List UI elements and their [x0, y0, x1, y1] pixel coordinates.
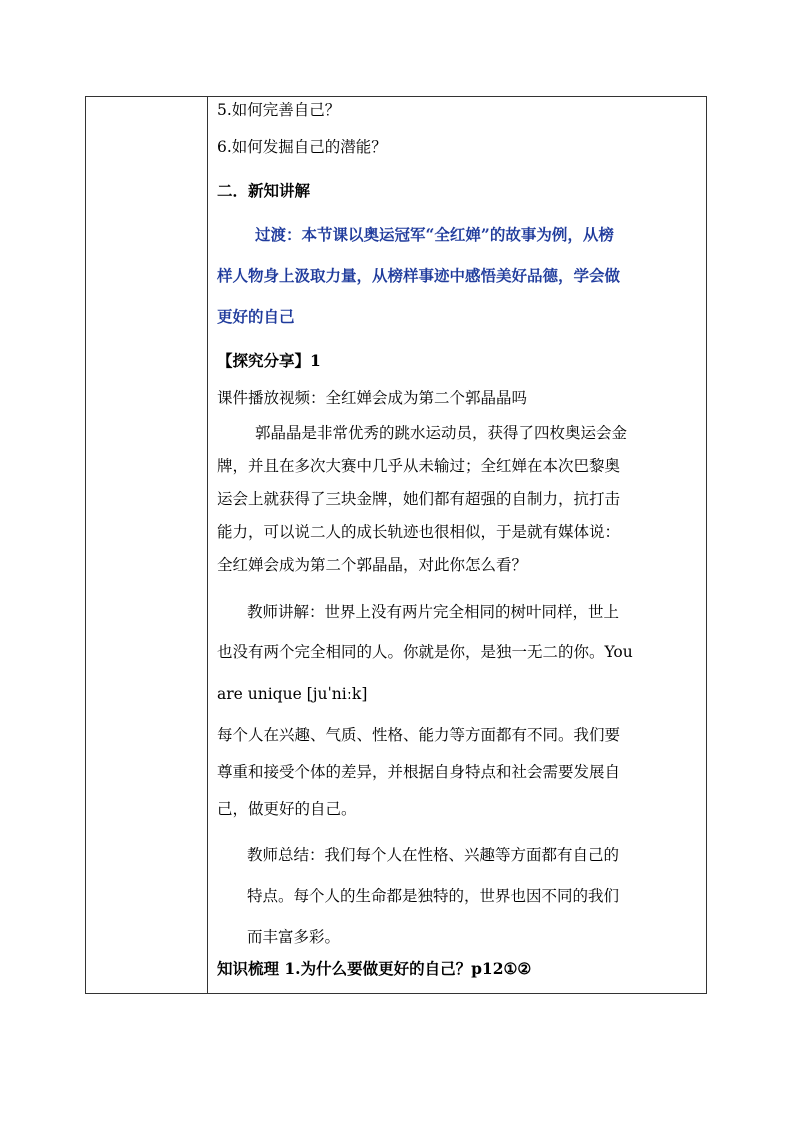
- question-6: 6.如何发掘自己的潜能？: [217, 138, 387, 156]
- story-line: 牌，并且在多次大赛中几乎从未输过；全红婵在本次巴黎奥: [217, 457, 621, 475]
- difference-line: 己，做更好的自己。: [217, 800, 357, 818]
- section-heading: 二．新知讲解: [217, 181, 311, 200]
- story-line: 运会上就获得了三块金牌，她们都有超强的自制力，抗打击: [217, 490, 621, 508]
- story-line: 全红婵会成为第二个郭晶晶，对此你怎么看？: [217, 556, 528, 574]
- transition-line: 样人物身上汲取力量，从榜样事迹中感悟美好品德，学会做: [217, 266, 621, 285]
- story-line: 郭晶晶是非常优秀的跳水运动员，获得了四枚奥运会金: [255, 424, 628, 442]
- transition-line: 更好的自己: [217, 307, 295, 326]
- difference-line: 每个人在兴趣、气质、性格、能力等方面都有不同。我们要: [217, 726, 621, 744]
- teacher-line: 教师讲解：世界上没有两片完全相同的树叶同样，世上: [247, 603, 620, 621]
- knowledge-line: 知识梳理 1.为什么要做更好的自己？p12①②: [217, 959, 532, 978]
- summary-line: 而丰富多彩。: [247, 928, 341, 946]
- summary-line: 特点。每个人的生命都是独特的，世界也因不同的我们: [247, 887, 620, 905]
- teacher-line: 也没有两个完全相同的人。你就是你，是独一无二的你。You: [217, 643, 633, 661]
- teacher-line: are unique [juˈniːk]: [217, 685, 368, 703]
- summary-line: 教师总结：我们每个人在性格、兴趣等方面都有自己的: [247, 846, 620, 864]
- story-line: 能力，可以说二人的成长轨迹也很相似，于是就有媒体说：: [217, 523, 621, 541]
- explore-heading: 【探究分享】1: [217, 351, 321, 370]
- video-line: 课件播放视频：全红婵会成为第二个郭晶晶吗: [217, 389, 528, 407]
- difference-line: 尊重和接受个体的差异，并根据自身特点和社会需要发展自: [217, 763, 621, 781]
- column-divider: [207, 97, 208, 993]
- transition-line: 过渡：本节课以奥运冠军“全红婵”的故事为例，从榜: [255, 225, 614, 244]
- question-5: 5.如何完善自己？: [217, 101, 341, 119]
- lesson-table: [85, 96, 707, 994]
